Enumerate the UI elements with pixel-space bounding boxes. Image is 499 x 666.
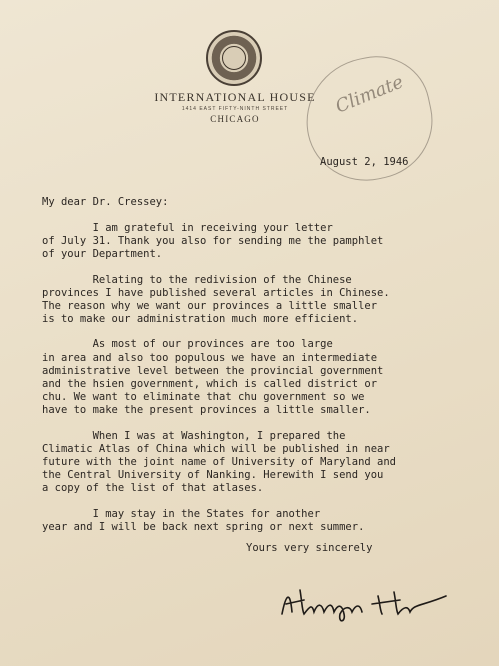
text-line: Climatic Atlas of China which will be published in near [42,442,390,455]
pencil-circle-mark [295,46,444,192]
text-line: year and I will be back next spring or next summer. [42,520,365,533]
paragraph [42,508,482,534]
paragraph [42,222,482,262]
text-line: future with the joint name of University of Maryland and [42,456,397,469]
paragraph [42,274,482,327]
letter-date: August 2, 1946 [320,156,409,168]
text-line: is to make our administration much more efficient. [42,313,359,326]
text-line: Relating to the redivision of the Chinese [42,273,352,286]
letterhead-city: CHICAGO [210,114,260,124]
letterhead-street: 1414 EAST FIFTY-NINTH STREET [181,106,289,112]
text-line: provinces I have published several articles in Chinese. [42,286,390,299]
text-line: I may stay in the States for another [42,507,321,520]
text-line: and the hsien government, which is called district or [42,378,378,391]
text-line: chu. We want to eliminate that chu government so we [42,391,365,404]
text-line: of July 31. Thank you also for sending me the pamphlet [42,235,384,248]
handwritten-signature [276,584,456,624]
text-line: in area and also too populous we have an intermediate [42,351,378,364]
text-line: The reason why we want our provinces a little smaller [42,300,378,313]
paragraph [42,338,482,417]
text-line: of your Department. [42,248,163,261]
international-house-seal-icon [206,30,262,86]
text-line: I am grateful in receiving your letter [42,222,333,234]
text-line: administrative level between the provincial government [42,364,384,377]
text-line: As most of our provinces are too large [42,338,333,351]
text-line: have to make the present provinces a little smaller. [42,404,371,417]
salutation: My dear Dr. Cressey: [42,196,169,208]
pencil-annotation: Climate [332,71,407,118]
text-line: When I was at Washington, I prepared the [42,429,346,442]
text-line: the Central University of Nanking. Herewith I send you [42,469,384,482]
text-line: a copy of the list of that atlases. [42,482,264,495]
letter-body [42,222,482,546]
letterhead-name: INTERNATIONAL HOUSE [154,90,316,104]
paragraph [42,430,482,496]
closing: Yours very sincerely [246,542,373,554]
